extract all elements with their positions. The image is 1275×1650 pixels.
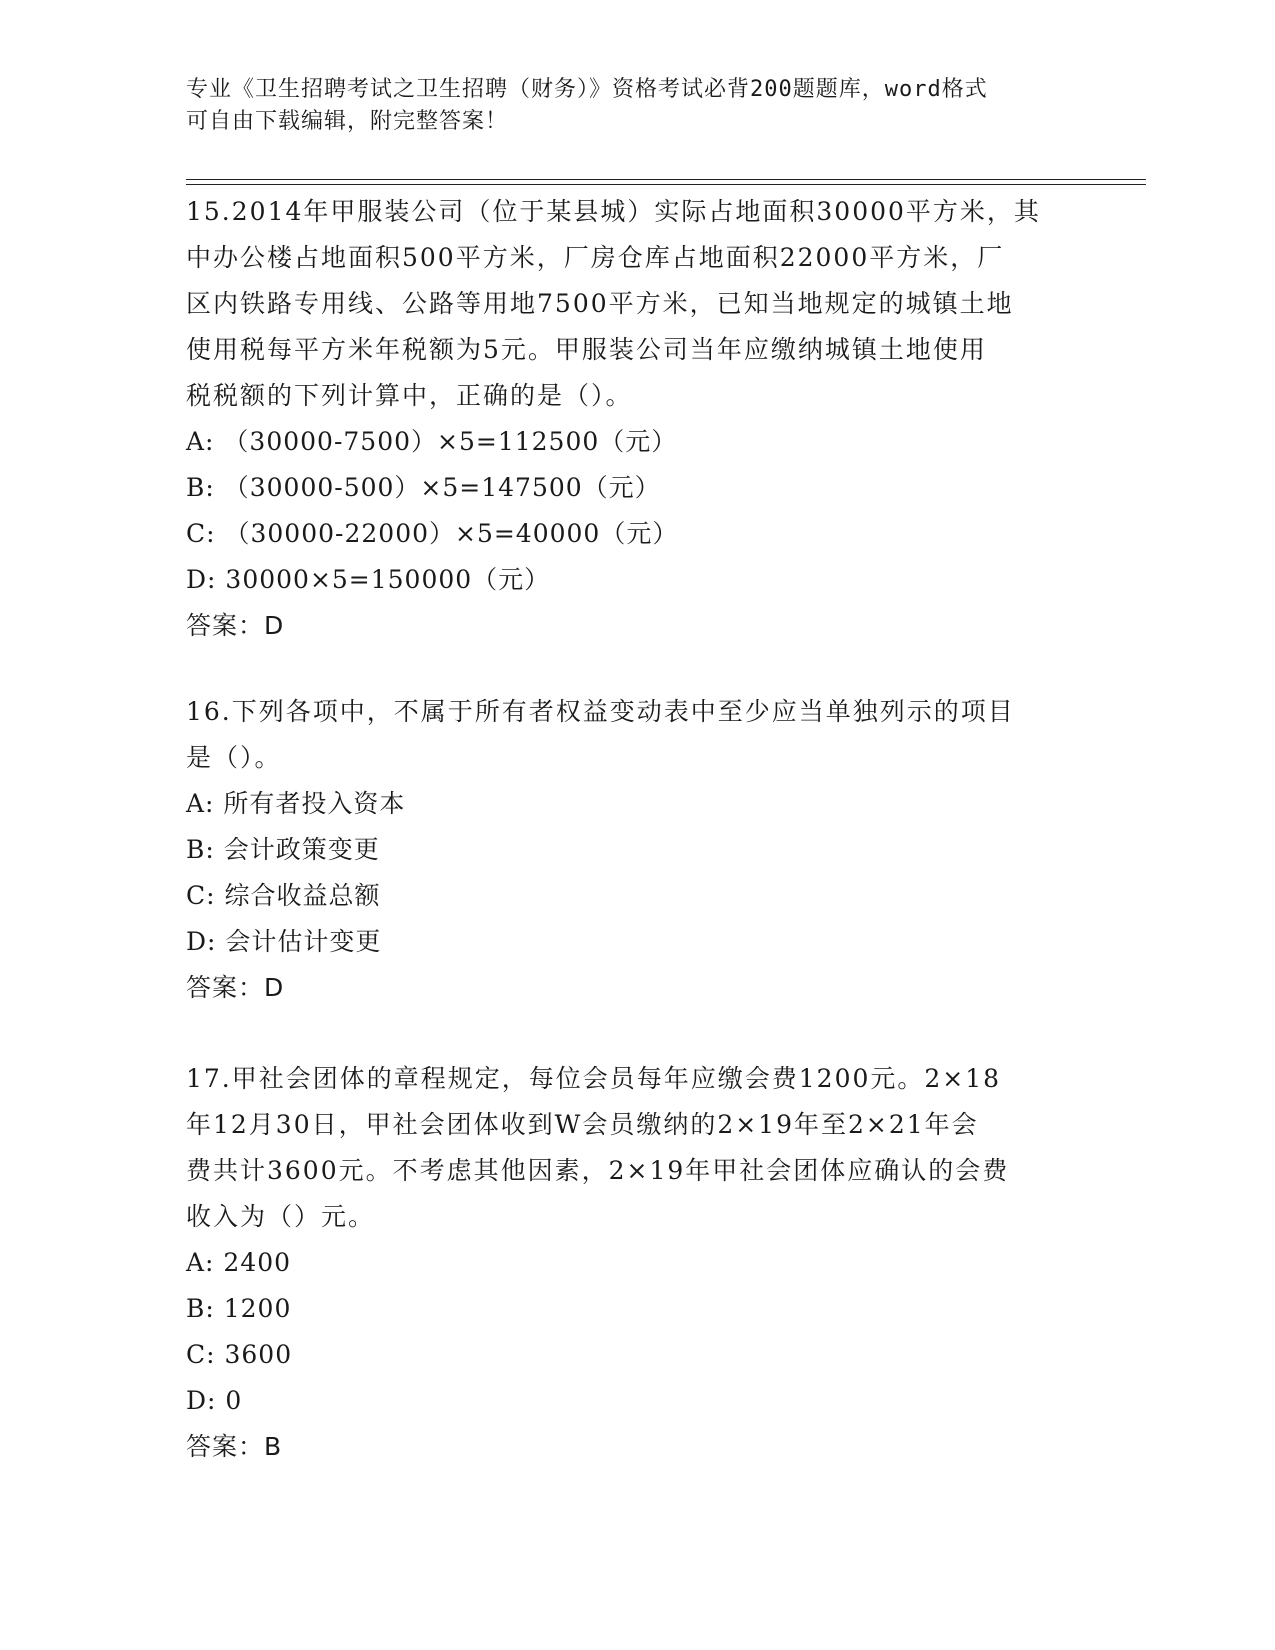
option-d: D: 30000×5=150000（元） [186,565,551,594]
stem-line: 年12月30日，甲社会团体收到W会员缴纳的2×19年至2×21年会 [186,1110,979,1139]
header-divider-bottom [186,184,1146,185]
option-a: A: 2400 [186,1248,292,1277]
header-line-1: 专业《卫生招聘考试之卫生招聘（财务）》资格考试必背200题题库，word格式 [186,77,988,102]
stem-line: 中办公楼占地面积500平方米，厂房仓库占地面积22000平方米，厂 [186,243,1005,272]
option-b: B: 会计政策变更 [186,835,380,864]
option-c: C: 3600 [186,1340,293,1369]
question-16 [186,689,1066,1011]
stem-line: 区内铁路专用线、公路等用地7500平方米，已知当地规定的城镇土地 [186,289,1014,318]
option-b: B: （30000-500）×5=147500（元） [186,473,661,502]
answer-label: 答案：D [186,973,285,1002]
option-d: D: 0 [186,1386,243,1415]
option-c: C: 综合收益总额 [186,881,381,910]
question-stem [186,1056,1066,1240]
option-c: C: （30000-22000）×5=40000（元） [186,519,679,548]
stem-line: 税税额的下列计算中，正确的是（）。 [186,381,633,410]
question-stem [186,189,1066,419]
stem-line: 15.2014年甲服装公司（位于某县城）实际占地面积30000平方米，其 [186,197,1041,226]
stem-line: 费共计3600元。不考虑其他因素，2×19年甲社会团体应确认的会费 [186,1156,1010,1185]
stem-line: 17.甲社会团体的章程规定，每位会员每年应缴会费1200元。2×18 [186,1064,1002,1093]
option-b: B: 1200 [186,1294,292,1323]
stem-line: 收入为（）元。 [186,1202,376,1231]
stem-line: 是（）。 [186,743,282,772]
option-d: D: 会计估计变更 [186,927,382,956]
header-line-2: 可自由下载编辑，附完整答案！ [186,109,509,134]
answer-label: 答案：B [186,1432,283,1461]
header-divider-top [186,179,1146,180]
option-a: A: 所有者投入资本 [186,789,406,818]
answer-label: 答案：D [186,611,285,640]
stem-line: 16.下列各项中，不属于所有者权益变动表中至少应当单独列示的项目 [186,697,1015,726]
question-17 [186,1056,1066,1470]
option-a: A: （30000-7500）×5=112500（元） [186,427,678,456]
stem-line: 使用税每平方米年税额为5元。甲服装公司当年应缴纳城镇土地使用 [186,335,987,364]
document-header [186,74,1086,138]
question-stem [186,689,1066,781]
question-15 [186,189,1066,649]
